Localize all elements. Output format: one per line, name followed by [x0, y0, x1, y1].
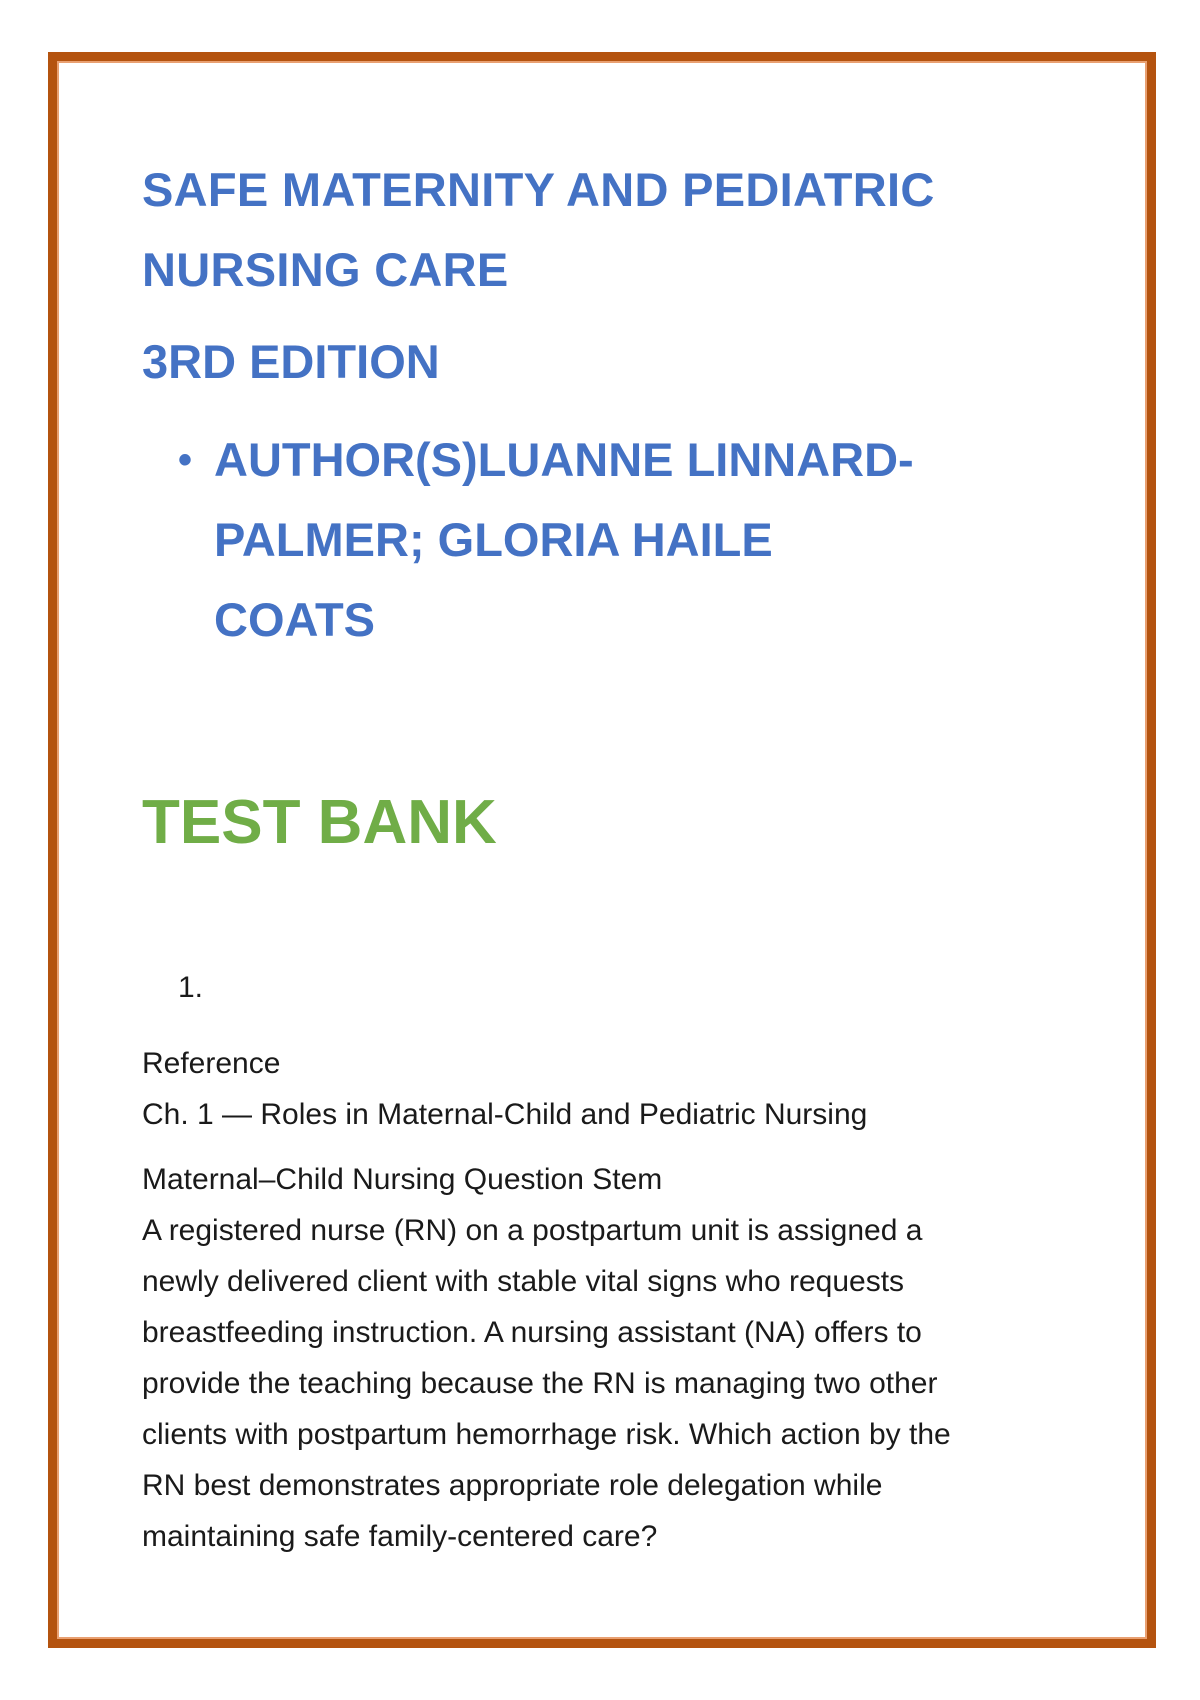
section-title: TEST BANK: [142, 788, 497, 857]
author-item: [142, 420, 914, 660]
stem-line: maintaining safe family-centered care?: [142, 1520, 658, 1553]
author-list: [142, 420, 1062, 660]
reference-block: [142, 1038, 1062, 1140]
stem-line: breastfeeding instruction. A nursing assistant (NA) offers to: [142, 1316, 922, 1349]
authors-line-1: AUTHOR(S)LUANNE LINNARD-: [214, 433, 914, 486]
question-stem-text: [142, 1205, 1042, 1562]
book-title-line-2: NURSING CARE: [142, 243, 509, 296]
edition-heading: 3RD EDITION: [142, 335, 440, 388]
stem-line: RN best demonstrates appropriate role delegation while: [142, 1469, 883, 1502]
bullet-icon: •: [178, 438, 193, 482]
question-number: 1.: [178, 971, 204, 1004]
book-title-line-1: SAFE MATERNITY AND PEDIATRIC: [142, 163, 935, 216]
stem-line: clients with postpartum hemorrhage risk. Which action by the: [142, 1418, 951, 1451]
book-title: [142, 150, 1062, 310]
question-stem-block: [142, 1154, 1062, 1562]
stem-label: Maternal–Child Nursing Question Stem: [142, 1163, 663, 1196]
authors-line-2: PALMER; GLORIA HAILE COATS: [214, 513, 773, 646]
reference-text: Ch. 1 — Roles in Maternal-Child and Pediatric Nursing: [142, 1098, 868, 1131]
stem-line: A registered nurse (RN) on a postpartum unit is assigned a: [142, 1214, 923, 1247]
reference-label: Reference: [142, 1047, 281, 1080]
stem-line: provide the teaching because the RN is managing two other: [142, 1367, 938, 1400]
document-content: [142, 150, 1062, 1562]
stem-line: newly delivered client with stable vital signs who requests: [142, 1265, 905, 1298]
